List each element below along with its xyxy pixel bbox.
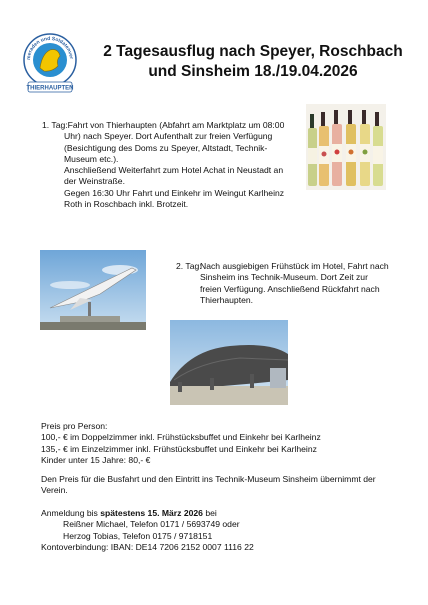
price-single-room: 135,- € im Einzelzimmer inkl. Frühstücksbuffet und Einkehr bei Karlheinz xyxy=(41,443,317,454)
registration-line xyxy=(41,508,401,519)
prices-heading: Preis pro Person: xyxy=(41,421,108,431)
verein-line-2: Verein. xyxy=(41,485,68,496)
contact-2: Herzog Tobias, Telefon 0175 / 9718151 xyxy=(63,530,213,541)
day1-line: Roth in Roschbach inkl. Brotzeit. xyxy=(64,199,189,210)
logo-top-text: meraden und Soldatenver xyxy=(25,35,74,61)
submarine-image xyxy=(170,320,288,405)
title-line-1: 2 Tagesausflug nach Speyer, Roschbach xyxy=(103,43,403,60)
day1-line: (Besichtigung des Doms zu Speyer, Altstadt, Technik- xyxy=(64,142,268,153)
day2-line: Sinsheim ins Technik-Museum. Dort Zeit zur xyxy=(200,272,368,283)
day2-section xyxy=(176,261,396,306)
day1-line: Anschließend Weiterfahrt zum Hotel Achat in Neustadt an xyxy=(64,165,284,176)
bank-details: Kontoverbindung: IBAN: DE14 7206 2152 0007 1116 22 xyxy=(41,541,254,552)
page-title xyxy=(88,42,418,82)
wine-bottles-image xyxy=(306,104,386,190)
day2-line-1: Nach ausgiebigen Frühstück im Hotel, Fahrt nach xyxy=(200,261,389,271)
day1-label: 1. Tag: xyxy=(42,120,68,130)
price-double-room: 100,- € im Doppelzimmer inkl. Frühstücksbuffet und Einkehr bei Karlheinz xyxy=(41,432,321,443)
day1-line: Uhr) nach Speyer. Dort Aufenthalt zur freien Verfügung xyxy=(64,131,273,142)
day2-line: Thierhaupten. xyxy=(200,294,254,305)
day1-line: Museum etc.). xyxy=(64,153,119,164)
day2-label: 2. Tag: xyxy=(176,261,202,271)
day2-line: freien Verfügung. Anschließend Rückfahrt nach xyxy=(200,283,380,294)
verein-line-1: Den Preis für die Busfahrt und den Eintritt ins Technik-Museum Sinsheim übernimmt der xyxy=(41,474,376,484)
verein-note xyxy=(41,474,391,497)
day1-line-1: Fahrt von Thierhaupten (Abfahrt am Marktplatz um 08:00 xyxy=(67,120,285,130)
registration-deadline: spätestens 15. März 2026 xyxy=(100,508,203,518)
title-line-2: und Sinsheim 18./19.04.2026 xyxy=(148,63,358,80)
contact-1: Reißner Michael, Telefon 0171 / 5693749 oder xyxy=(63,519,240,530)
day1-line: der Weinstraße. xyxy=(64,176,125,187)
price-kids: Kinder unter 15 Jahre: 80,- € xyxy=(41,454,151,465)
club-logo xyxy=(22,30,78,96)
day1-section xyxy=(42,120,292,210)
logo-bottom-text: THIERHAUPTEN xyxy=(26,85,74,92)
concorde-image xyxy=(40,250,146,330)
day1-line: Gegen 16:30 Uhr Fahrt und Einkehr im Weingut Karlheinz xyxy=(64,187,285,198)
registration-section xyxy=(41,508,401,553)
registration-prefix: Anmeldung bis xyxy=(41,508,101,518)
registration-suffix: bei xyxy=(202,508,217,518)
prices-section xyxy=(41,421,391,466)
